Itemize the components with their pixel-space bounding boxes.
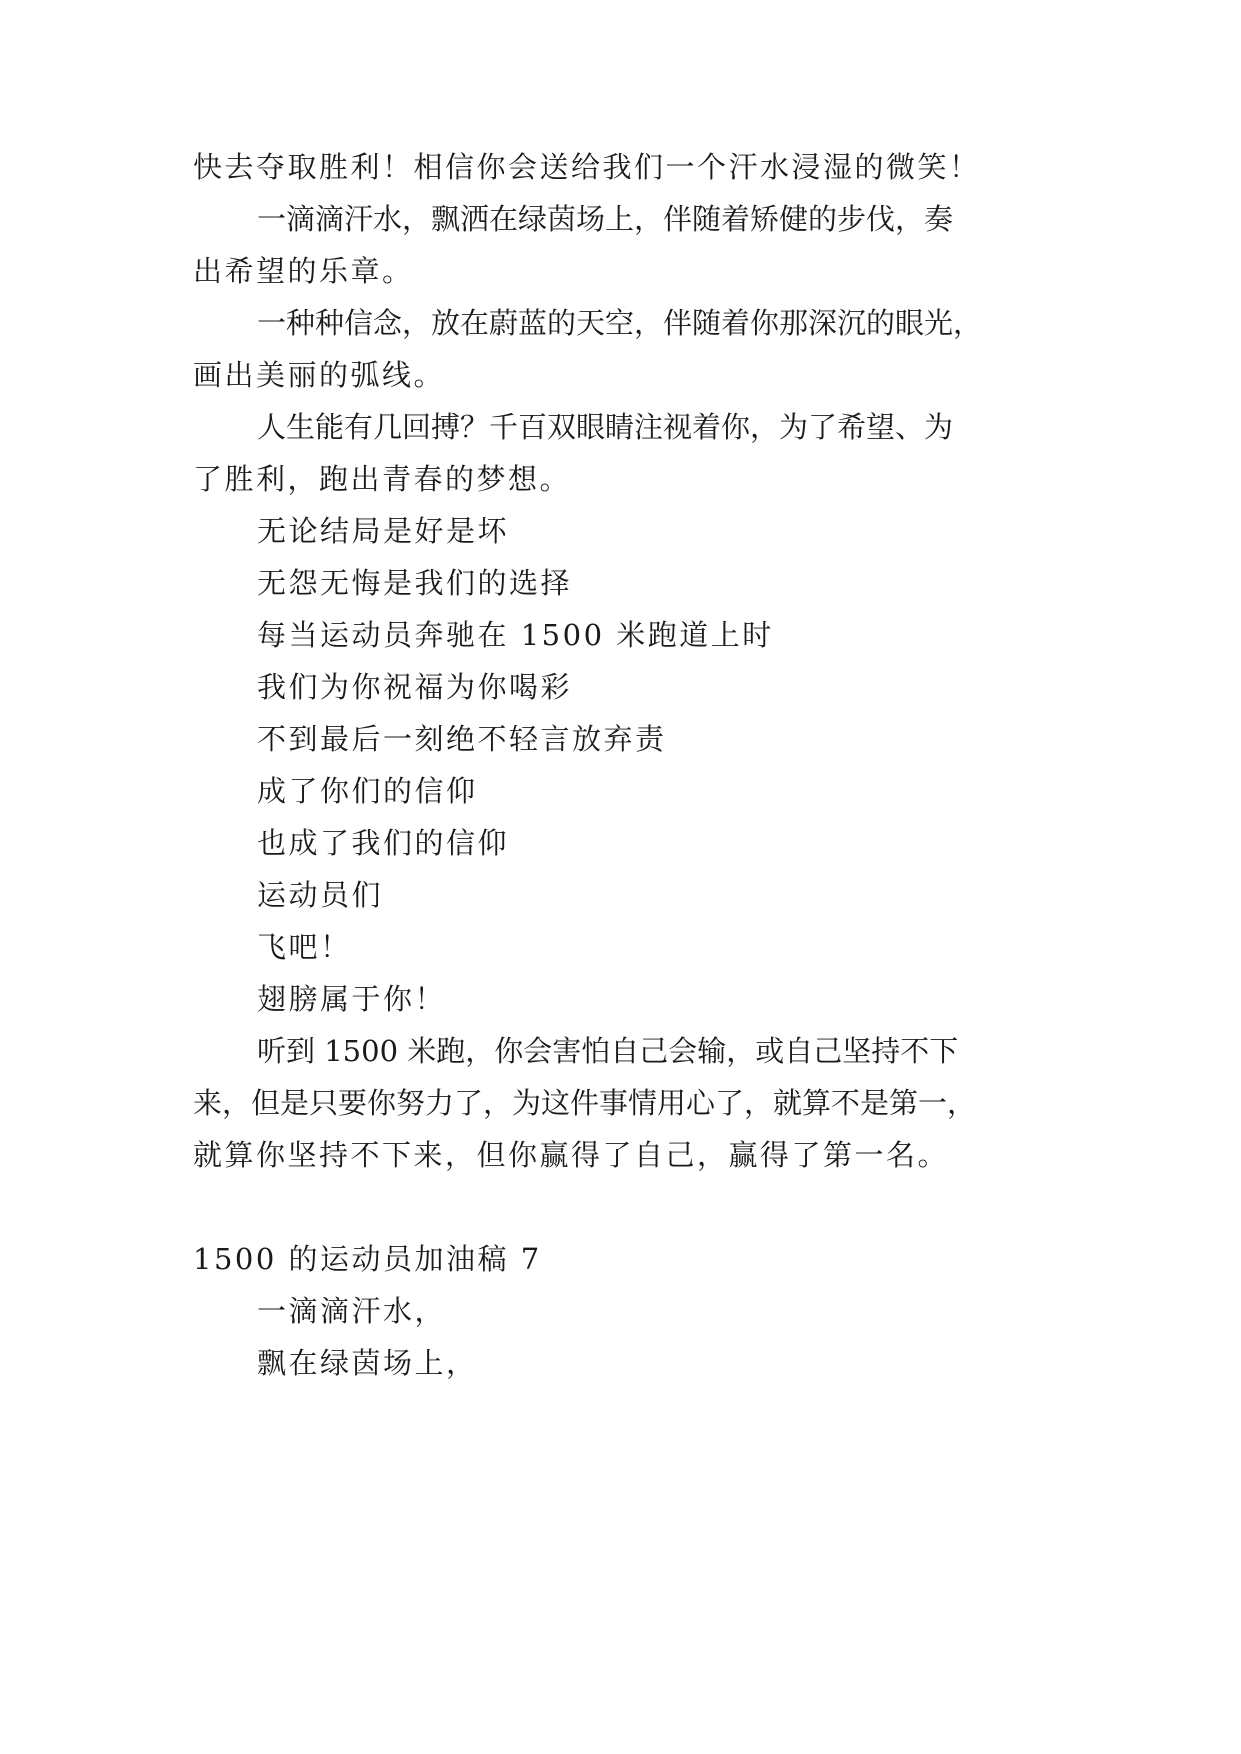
verse-line: 无怨无悔是我们的选择 (257, 566, 573, 600)
paragraph-line: 快去夺取胜利！相信你会送给我们一个汗水浸湿的微笑！ (193, 150, 981, 184)
verse-line: 翅膀属于你！ (257, 982, 447, 1016)
paragraph-line: 人生能有几回搏？千百双眼睛注视着你，为了希望、为 (257, 410, 954, 444)
paragraph-line: 来，但是只要你努力了，为这件事情用心了，就算不是第一， (193, 1086, 977, 1120)
verse-line: 不到最后一刻绝不轻言放弃责 (257, 722, 667, 756)
verse-line: 每当运动员奔驰在 1500 米跑道上时 (257, 618, 774, 652)
verse-line: 无论结局是好是坏 (257, 514, 510, 548)
verse-line: 飞吧！ (257, 930, 352, 964)
paragraph-line: 一滴滴汗水，飘洒在绿茵场上，伴随着矫健的步伐，奏 (257, 202, 954, 236)
verse-line: 运动员们 (257, 878, 384, 912)
paragraph-line: 画出美丽的弧线。 (193, 358, 446, 392)
paragraph-line: 听到 1500 米跑，你会害怕自己会输，或自己坚持不下 (257, 1034, 959, 1068)
paragraph-line: 就算你坚持不下来，但你赢得了自己，赢得了第一名。 (193, 1138, 950, 1172)
section-heading: 1500 的运动员加油稿 7 (193, 1242, 542, 1276)
verse-line: 一滴滴汗水， (257, 1294, 447, 1328)
paragraph-line: 了胜利，跑出青春的梦想。 (193, 462, 572, 496)
verse-line: 我们为你祝福为你喝彩 (257, 670, 573, 704)
paragraph-line: 一种种信念，放在蔚蓝的天空，伴随着你那深沉的眼光， (257, 306, 983, 340)
verse-line: 飘在绿茵场上， (257, 1346, 478, 1380)
paragraph-line: 出希望的乐章。 (193, 254, 414, 288)
verse-line: 也成了我们的信仰 (257, 826, 510, 860)
verse-line: 成了你们的信仰 (257, 774, 478, 808)
